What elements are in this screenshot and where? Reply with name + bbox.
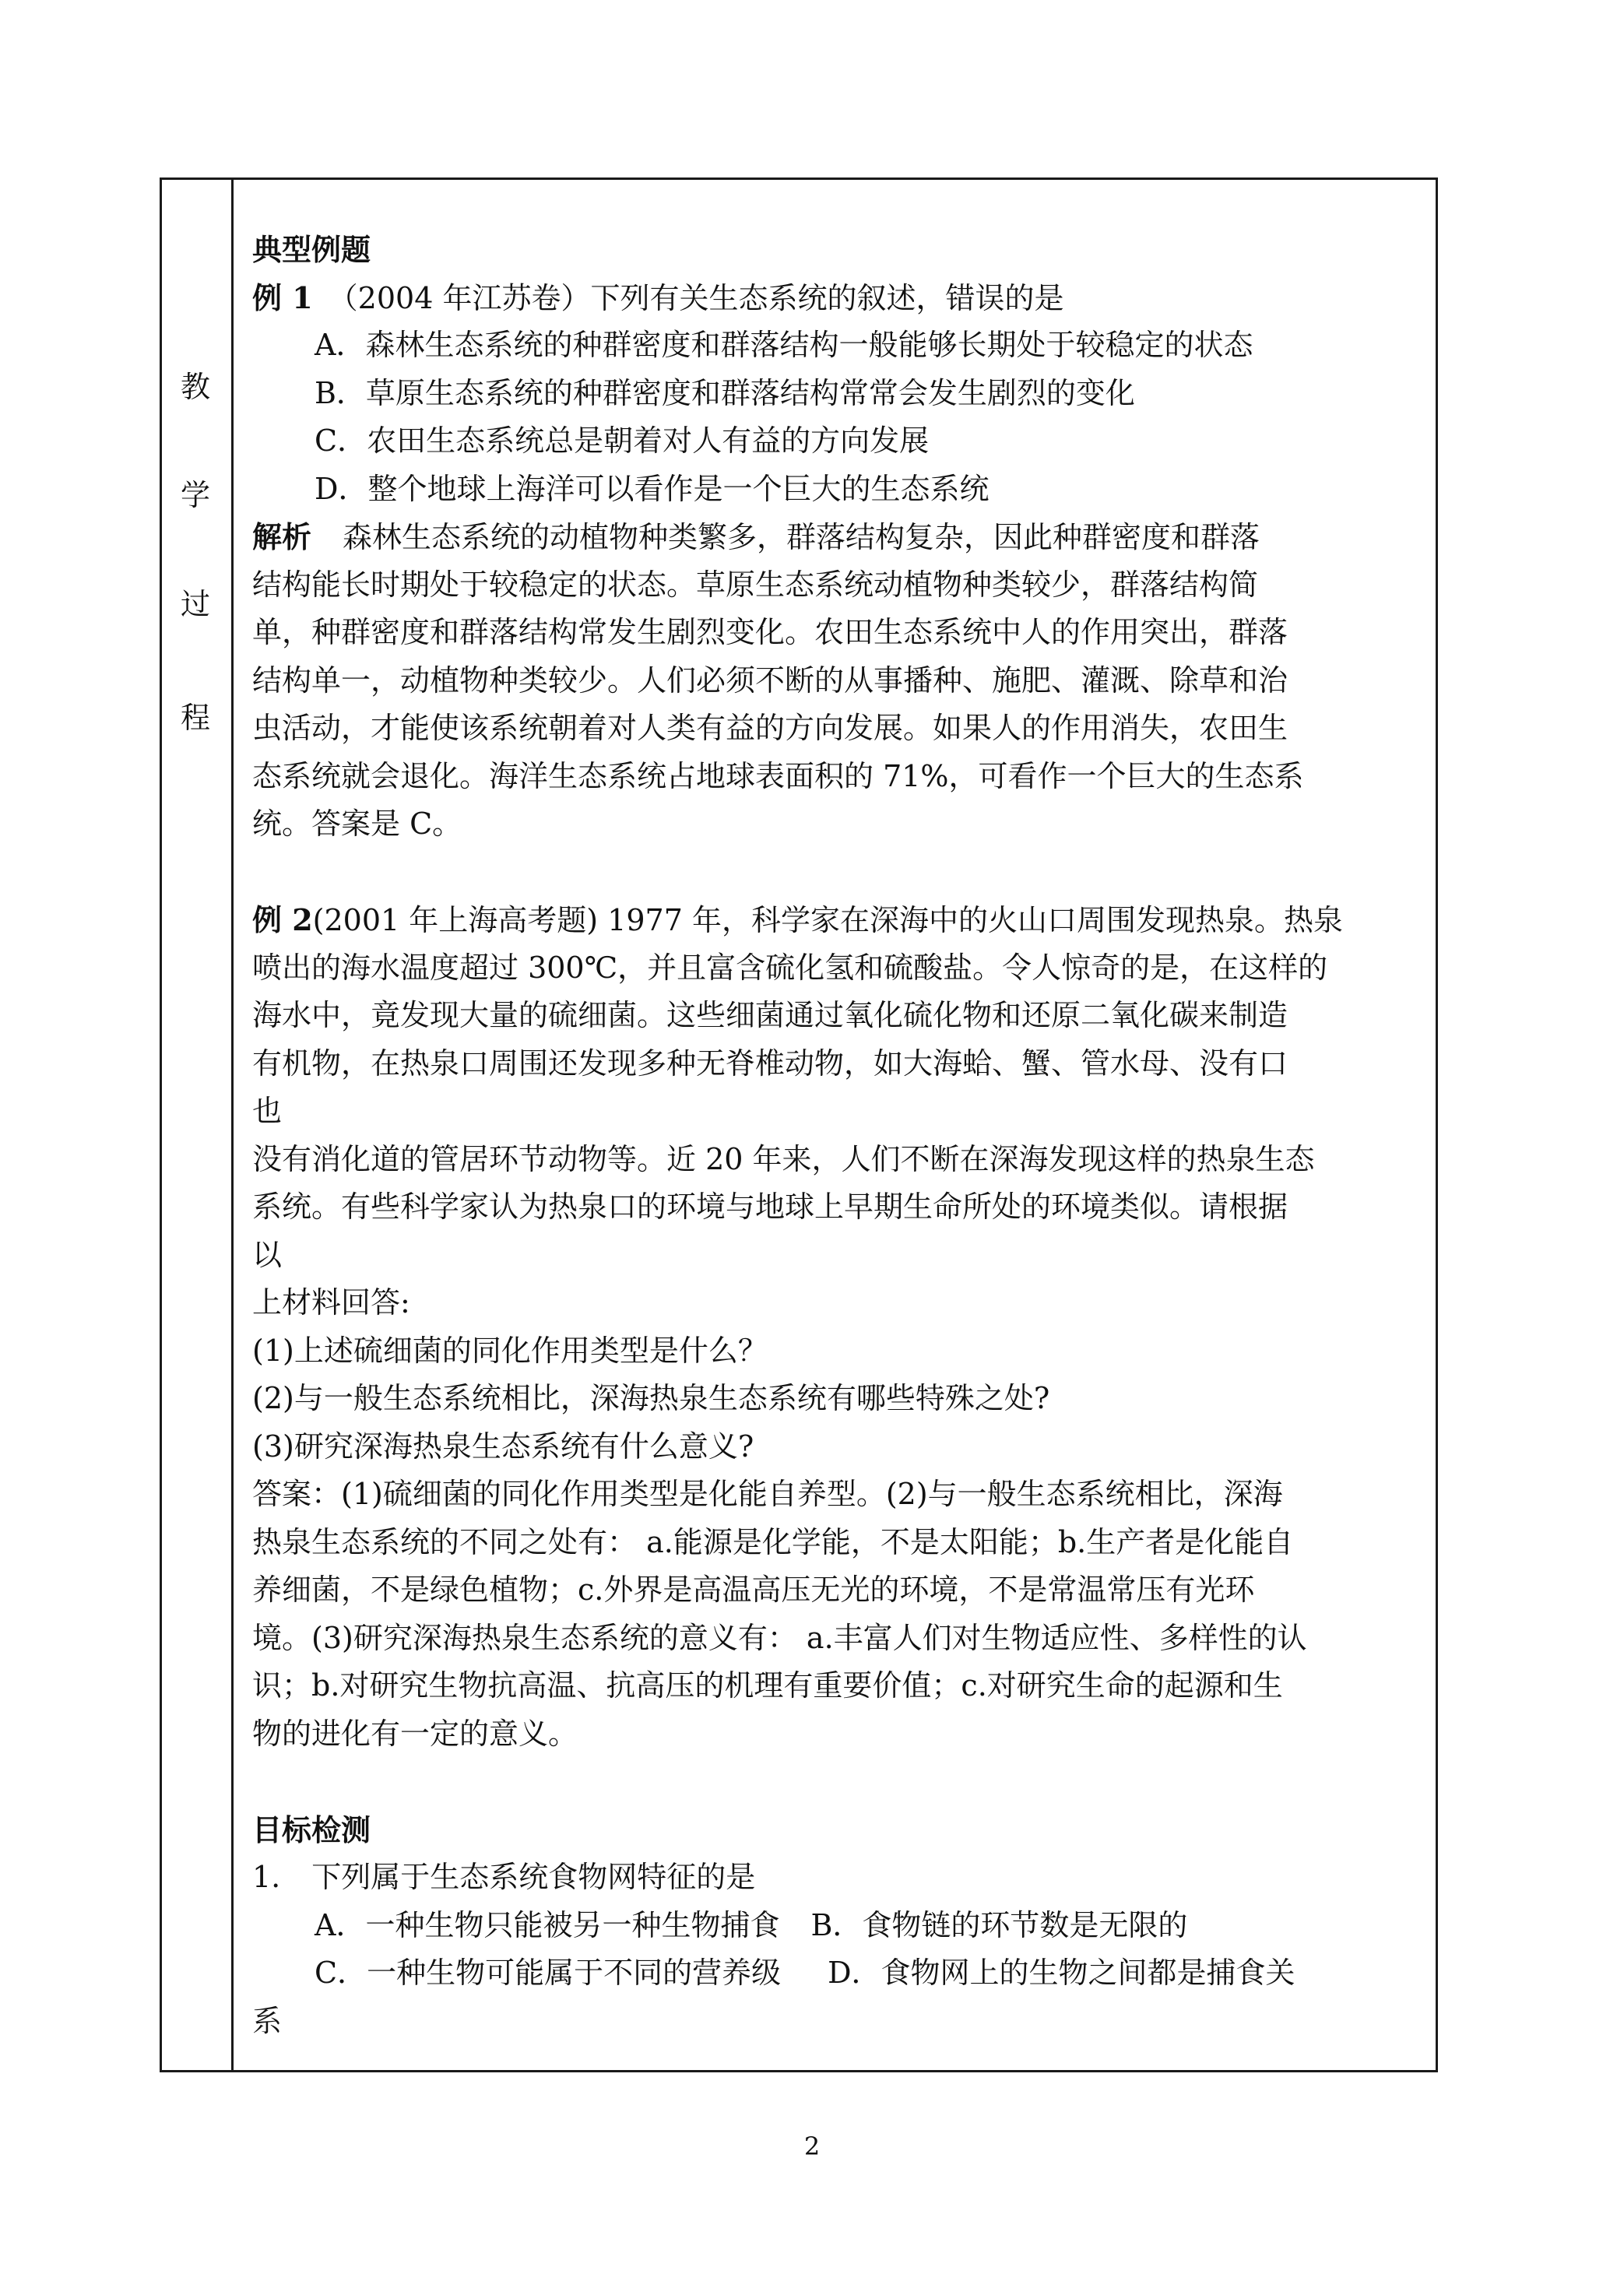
example1-label: 例 1: [252, 279, 313, 315]
example2-answer-line: 养细菌，不是绿色植物；c.外界是高温高压无光的环境，不是常温常压有光环: [252, 1573, 1255, 1607]
analysis-line: 态系统就会退化。海洋生态系统占地球表面积的 71%，可看作一个巨大的生态系: [252, 758, 1304, 793]
spacer: [252, 1758, 1424, 1806]
sidebar-char-xue: 学: [180, 478, 210, 512]
example2-answer-line: 热泉生态系统的不同之处有： a.能源是化学能，不是太阳能；b.生产者是化能自: [252, 1524, 1294, 1559]
example2-question-1: (1)上述硫细菌的同化作用类型是什么？: [252, 1333, 768, 1368]
example2-line: 喷出的海水温度超过 300℃，并且富含硫化氢和硫酸盐。令人惊奇的是，在这样的: [252, 950, 1328, 985]
section-heading-examples: 典型例题: [252, 232, 371, 267]
sidebar-char-jiao: 教: [180, 370, 210, 404]
sidebar-char-guo: 过: [180, 587, 210, 621]
sidebar-char-cheng: 程: [180, 701, 210, 735]
question1-number: 1.: [252, 1860, 281, 1894]
spacer: [252, 849, 1424, 897]
example2-line: 也: [252, 1094, 283, 1128]
example2-answer-line: 识；b.对研究生物抗高温、抗高压的机理有重要价值；c.对研究生命的起源和生: [252, 1668, 1283, 1703]
question1-options-cd: [252, 1949, 1424, 1998]
analysis-text: 森林生态系统的动植物种类繁多，群落结构复杂，因此种群密度和群落: [343, 520, 1260, 554]
question1-stem: [252, 1854, 1424, 1902]
question1-options-ab: [252, 1902, 1424, 1950]
example2-question-2: (2)与一般生态系统相比，深海热泉生态系统有哪些特殊之处?: [252, 1381, 1050, 1415]
question1-option-d: D．食物网上的生物之间都是捕食关: [828, 1956, 1295, 1990]
example2-answer-line: 物的进化有一定的意义。: [252, 1716, 578, 1751]
analysis-line: 统。答案是 C。: [252, 807, 462, 841]
question1-option-d-wrap: 系: [252, 2003, 283, 2038]
example2-first-line: [252, 896, 1424, 944]
example1-option-b: B．草原生态系统的种群密度和群落结构常常会发生剧烈的变化: [315, 375, 1135, 410]
question1-option-c: C．一种生物可能属于不同的营养级: [315, 1956, 782, 1990]
example1-option-d: D．整个地球上海洋可以看作是一个巨大的生态系统: [315, 471, 990, 506]
question1-text: 下列属于生态系统食物网特征的是: [311, 1860, 756, 1894]
example2-line: 没有消化道的管居环节动物等。近 20 年来，人们不断在深海发现这样的热泉生态: [252, 1141, 1315, 1176]
column-divider: [231, 177, 234, 2072]
example2-line: 系统。有些科学家认为热泉口的环境与地球上早期生命所处的环境类似。请根据: [252, 1190, 1288, 1224]
example1-analysis-first-line: [252, 513, 1424, 561]
example2-line: 上材料回答:: [252, 1285, 410, 1320]
example2-text: (2001 年上海高考题) 1977 年，科学家在深海中的火山口周围发现热泉。热泉: [312, 903, 1343, 937]
example2-answer-line: 境。(3)研究深海热泉生态系统的意义有： a.丰富人们对生物适应性、多样性的认: [252, 1620, 1307, 1655]
example1-title: （2004 年江苏卷）下列有关生态系统的叙述，错误的是: [328, 280, 1064, 315]
example1-title-line: [252, 274, 1424, 322]
main-content: [252, 226, 1424, 2045]
analysis-line: 结构能长时期处于较稳定的状态。草原生态系统动植物种类较少，群落结构简: [252, 567, 1259, 602]
analysis-line: 结构单一，动植物种类较少。人们必须不断的从事播种、施肥、灌溉、除草和治: [252, 662, 1288, 698]
question1-option-b: B．食物链的环节数是无限的: [810, 1907, 1188, 1942]
example1-option-a: A．森林生态系统的种群密度和群落结构一般能够长期处于较稳定的状态: [315, 328, 1253, 362]
analysis-line: 虫活动，才能使该系统朝着对人类有益的方向发展。如果人的作用消失，农田生: [252, 711, 1288, 745]
question1-option-a: A．一种生物只能被另一种生物捕食: [315, 1907, 780, 1942]
analysis-label: 解析: [252, 519, 312, 554]
example2-line: 海水中，竟发现大量的硫细菌。这些细菌通过氧化硫化物和还原二氧化碳来制造: [252, 998, 1288, 1032]
example2-question-3: (3)研究深海热泉生态系统有什么意义?: [252, 1429, 754, 1464]
example2-answer-line: 答案：(1)硫细菌的同化作用类型是化能自养型。(2)与一般生态系统相比，深海: [252, 1477, 1283, 1511]
page-number: 2: [803, 2132, 821, 2161]
example1-option-c: C．农田生态系统总是朝着对人有益的方向发展: [315, 424, 930, 458]
example2-label: 例 2: [252, 902, 313, 937]
analysis-line: 单，种群密度和群落结构常发生剧烈变化。农田生态系统中人的作用突出，群落: [252, 615, 1288, 649]
example2-line: 有机物，在热泉口周围还发现多种无脊椎动物，如大海蛤、蟹、管水母、没有口: [252, 1046, 1288, 1081]
section-heading-target-test: 目标检测: [252, 1812, 371, 1847]
example2-line: 以: [252, 1237, 283, 1272]
